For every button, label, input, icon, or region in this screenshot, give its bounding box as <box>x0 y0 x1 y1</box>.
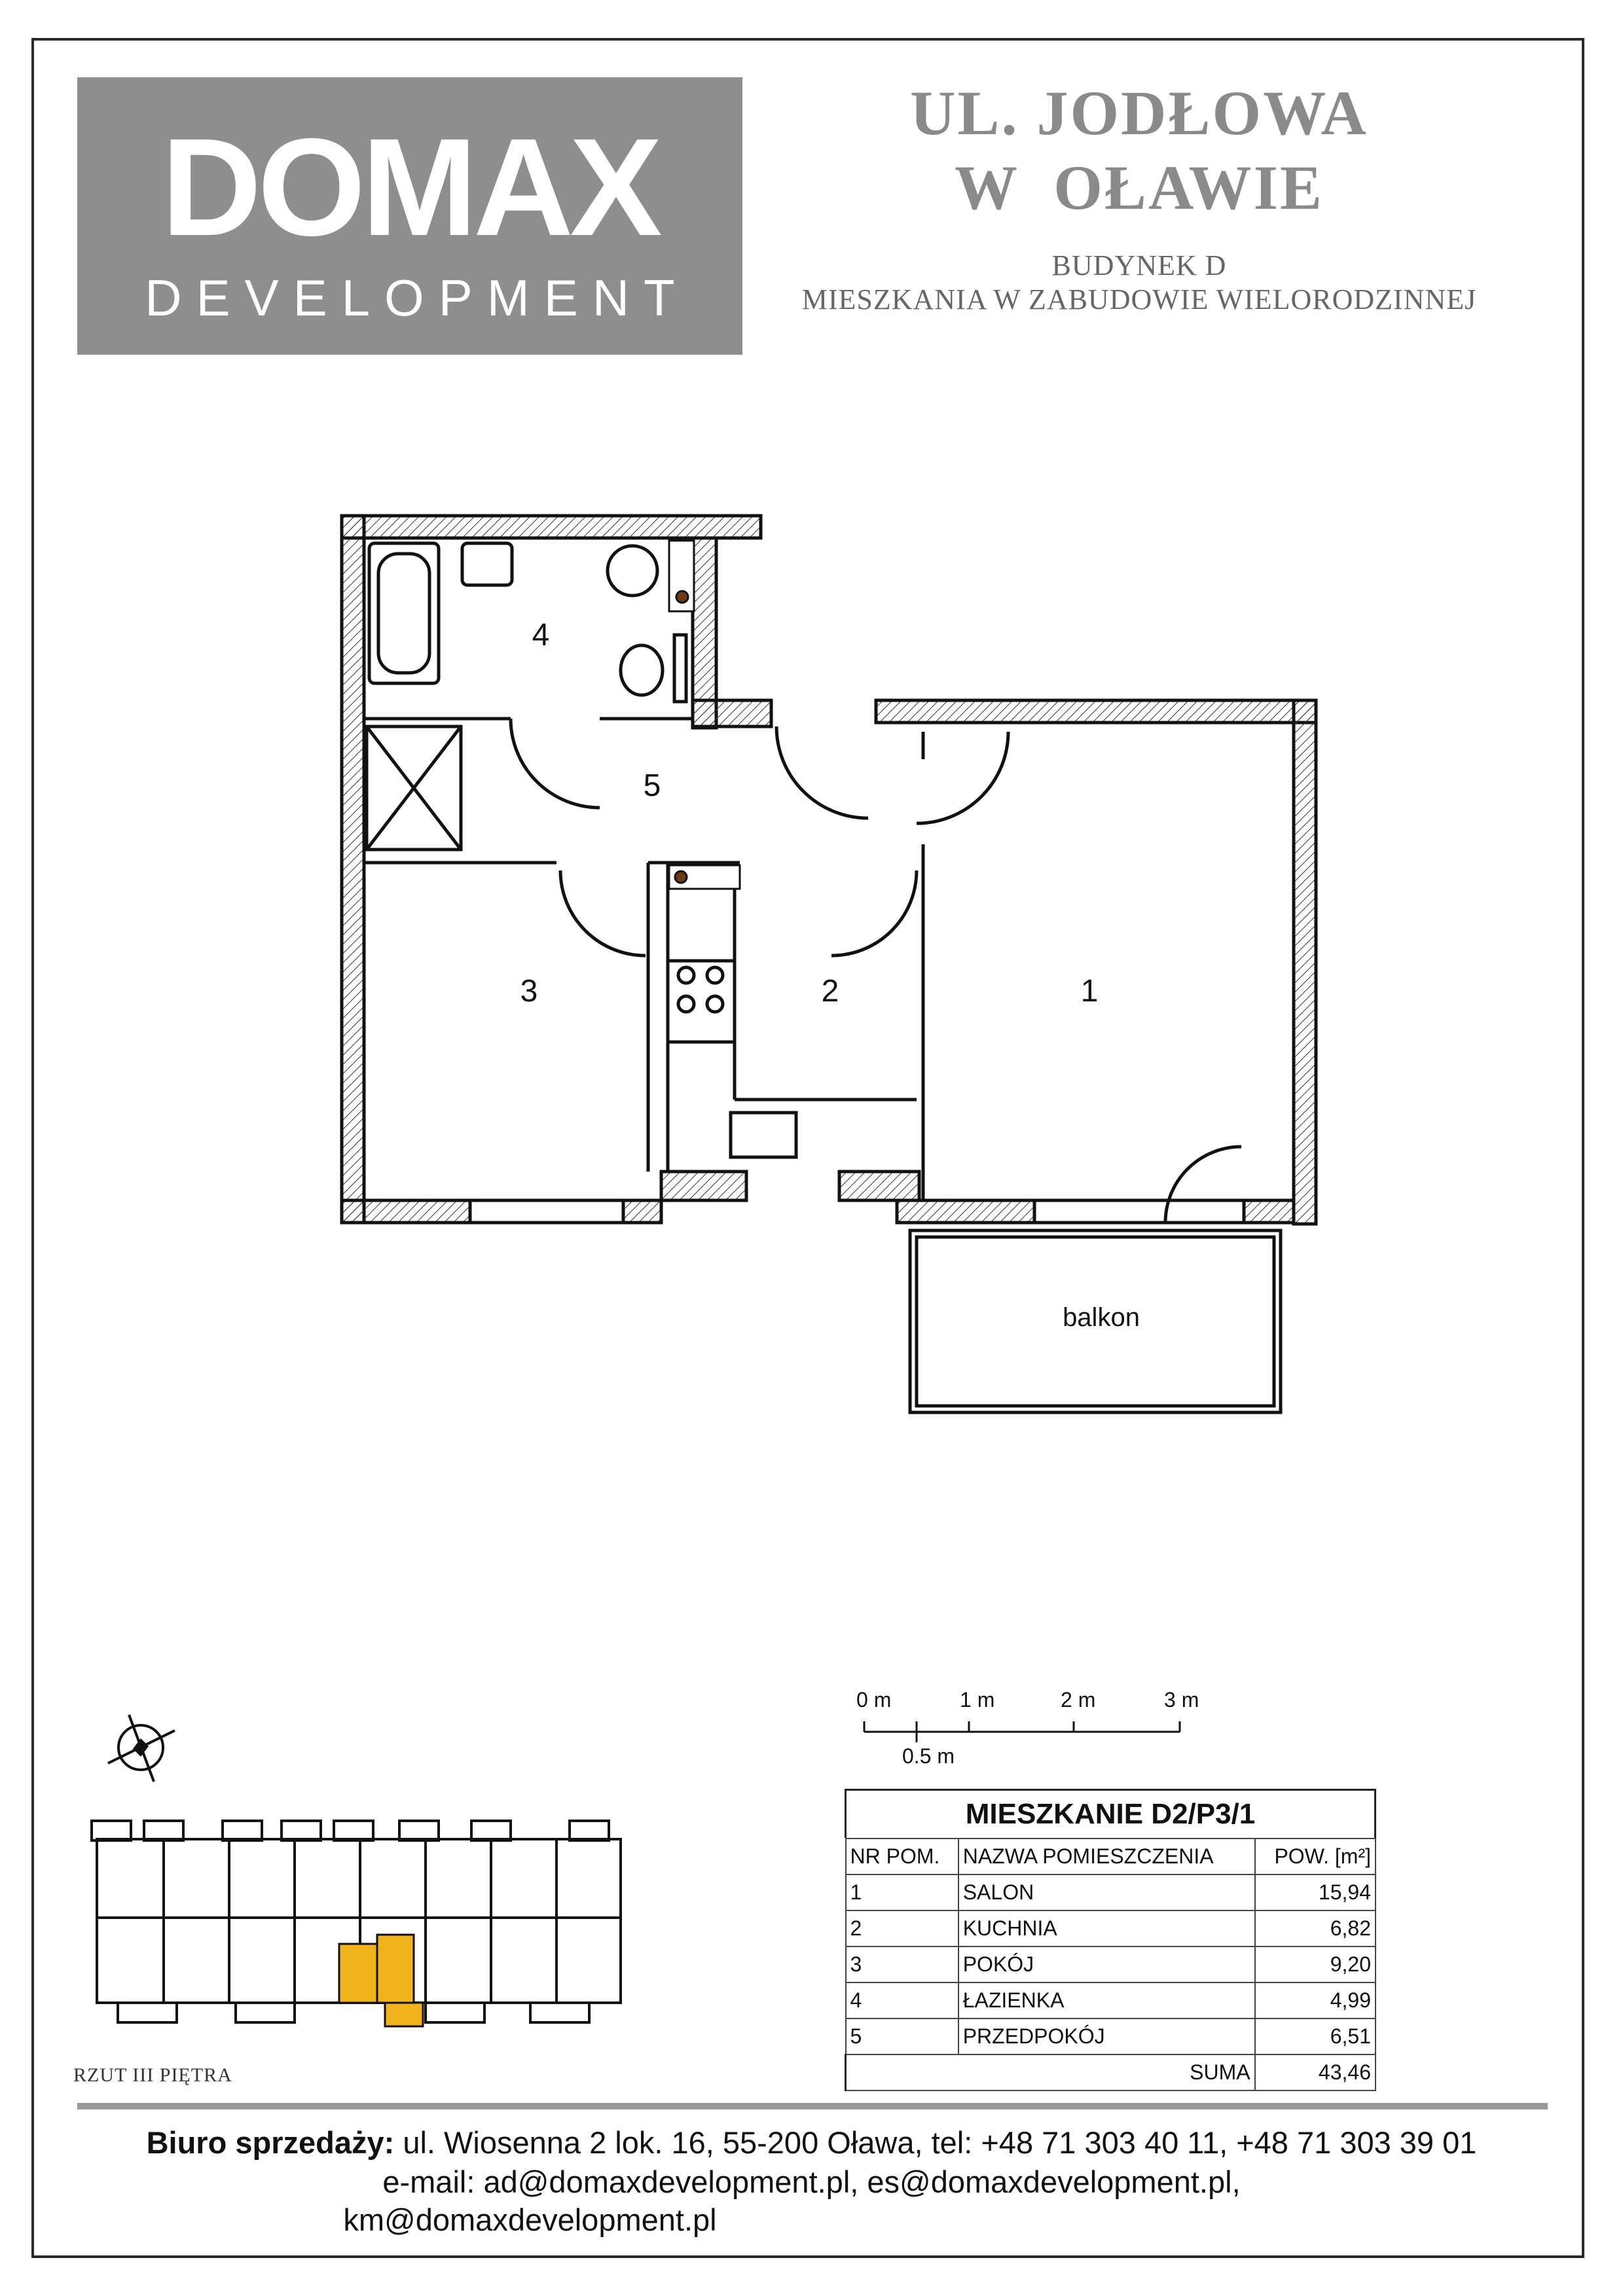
building-overview-map <box>85 1813 635 2062</box>
sum-label: SUMA <box>846 2054 1255 2090</box>
row-nr: 2 <box>846 1910 958 1946</box>
table-row <box>846 1874 1376 1910</box>
street-title: UL. JODŁOWA <box>910 78 1368 148</box>
sales-office-address: ul. Wiosenna 2 lok. 16, 55-200 Oława, tel: +48 71 303 40 11, +48 71 303 39 01 <box>394 2125 1477 2160</box>
row-name: SALON <box>958 1874 1255 1910</box>
logo-subtitle: DEVELOPMENT <box>145 269 689 327</box>
rooms-table <box>845 1838 1376 2091</box>
row-area: 9,20 <box>1255 1946 1376 1982</box>
room-label-4: 4 <box>532 618 550 653</box>
floor-level-label: RZUT III PIĘTRA <box>73 2064 232 2086</box>
logo-brand: DOMAX <box>161 109 659 264</box>
row-nr: 5 <box>846 2018 958 2054</box>
building-type: MIESZKANIA W ZABUDOWIE WIELORODZINNEJ <box>801 283 1477 315</box>
scale-tick-2: 2 m <box>1061 1688 1096 1712</box>
table-sum-row <box>846 2054 1376 2090</box>
city-title: W OŁAWIE <box>954 152 1324 223</box>
scale-tick-3: 3 m <box>1164 1688 1199 1712</box>
row-area: 6,51 <box>1255 2018 1376 2054</box>
row-nr: 1 <box>846 1874 958 1910</box>
header-nr: NR POM. <box>846 1839 958 1874</box>
row-area: 15,94 <box>1255 1874 1376 1910</box>
sales-office-line <box>0 2127 1623 2158</box>
table-row <box>846 1982 1376 2018</box>
table-row <box>846 1910 1376 1946</box>
row-name: POKÓJ <box>958 1946 1255 1982</box>
row-name: PRZEDPOKÓJ <box>958 2018 1255 2054</box>
compass-icon <box>101 1708 180 1787</box>
email-line-2: km@domaxdevelopment.pl <box>343 2202 717 2237</box>
scale-half: 0.5 m <box>902 1744 955 1768</box>
row-name: ŁAZIENKA <box>958 1982 1255 2018</box>
room-label-3: 3 <box>520 974 538 1009</box>
footer-divider <box>77 2103 1548 2109</box>
room-label-5: 5 <box>643 768 661 803</box>
room-label-1: 1 <box>1080 974 1099 1009</box>
row-name: KUCHNIA <box>958 1910 1255 1946</box>
row-area: 6,82 <box>1255 1910 1376 1946</box>
table-row <box>846 2018 1376 2054</box>
row-nr: 3 <box>846 1946 958 1982</box>
building-label: BUDYNEK D <box>1051 249 1227 281</box>
table-row <box>846 1946 1376 1982</box>
row-nr: 4 <box>846 1982 958 2018</box>
area-table <box>845 1789 1376 2091</box>
table-header-row <box>846 1839 1376 1874</box>
floor-plan <box>327 497 1349 1427</box>
scale-tick-0: 0 m <box>856 1688 892 1712</box>
row-area: 4,99 <box>1255 1982 1376 2018</box>
scale-bar <box>851 1682 1218 1774</box>
scale-tick-1: 1 m <box>960 1688 995 1712</box>
header-area: POW. [m²] <box>1255 1839 1376 1874</box>
room-label-2: 2 <box>821 974 839 1009</box>
balcony-label: balkon <box>1063 1303 1140 1332</box>
sales-office-label: Biuro sprzedaży: <box>146 2125 395 2160</box>
domax-logo <box>77 77 742 355</box>
sum-value: 43,46 <box>1255 2054 1376 2090</box>
apartment-title: MIESZKANIE D2/P3/1 <box>845 1789 1376 1838</box>
email-line: e-mail: ad@domaxdevelopment.pl, es@domaxdevelopment.pl, <box>382 2164 1241 2199</box>
header-name: NAZWA POMIESZCZENIA <box>958 1839 1255 1874</box>
